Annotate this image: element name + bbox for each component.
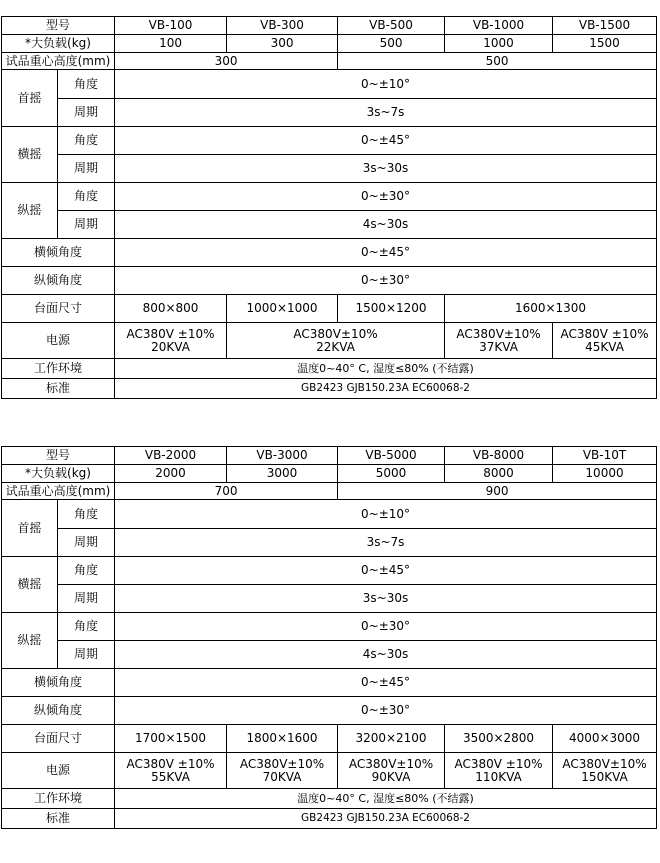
- roll-label: 首摇: [2, 70, 58, 127]
- table-size-cell: 1600×1300: [445, 295, 657, 323]
- power-cell: [338, 753, 445, 789]
- model-header-label: 型号: [2, 447, 115, 465]
- spec-table-2: [1, 446, 657, 829]
- standard-label: 标准: [2, 379, 115, 399]
- model-cell: VB-300: [227, 17, 338, 35]
- max-load-label: *大负载(kg): [2, 35, 115, 53]
- table-size-cell: 3200×2100: [338, 725, 445, 753]
- period-label: 周期: [58, 585, 115, 613]
- power-capacity: 70KVA: [262, 769, 302, 784]
- load-cell: 5000: [338, 465, 445, 483]
- period-label: 周期: [58, 99, 115, 127]
- model-cell: VB-5000: [338, 447, 445, 465]
- power-voltage: AC380V ±10%: [126, 326, 215, 341]
- model-cell: VB-8000: [445, 447, 553, 465]
- environment-label: 工作环境: [2, 789, 115, 809]
- cog-value: 500: [338, 53, 657, 70]
- power-capacity: 45KVA: [585, 339, 624, 354]
- tilt-v-value: 0~±30°: [115, 697, 657, 725]
- power-voltage: AC380V±10%: [348, 756, 434, 771]
- model-cell: VB-500: [338, 17, 445, 35]
- table-size-cell: 1700×1500: [115, 725, 227, 753]
- load-cell: 1500: [553, 35, 657, 53]
- cog-height-label: 试品重心高度(mm): [2, 53, 115, 70]
- pitch-angle-value: 0~±45°: [115, 127, 657, 155]
- power-voltage: AC380V±10%: [562, 756, 647, 771]
- power-capacity: 90KVA: [371, 769, 411, 784]
- yaw-period-value: 4s~30s: [115, 211, 657, 239]
- table-size-cell: 800×800: [115, 295, 227, 323]
- period-label: 周期: [58, 211, 115, 239]
- load-cell: 2000: [115, 465, 227, 483]
- angle-label: 角度: [58, 127, 115, 155]
- load-cell: 500: [338, 35, 445, 53]
- standard-value: GB2423 GJB150.23A EC60068-2: [115, 809, 657, 829]
- table-size-label: 台面尺寸: [2, 725, 115, 753]
- power-label: 电源: [2, 323, 115, 359]
- load-cell: 8000: [445, 465, 553, 483]
- table-size-cell: 1500×1200: [338, 295, 445, 323]
- load-cell: 100: [115, 35, 227, 53]
- pitch-angle-value: 0~±45°: [115, 557, 657, 585]
- load-cell: 10000: [553, 465, 657, 483]
- angle-label: 角度: [58, 183, 115, 211]
- model-cell: VB-2000: [115, 447, 227, 465]
- power-capacity: 20KVA: [151, 339, 190, 354]
- model-cell: VB-1500: [553, 17, 657, 35]
- roll-period-value: 3s~7s: [115, 99, 657, 127]
- tilt-v-value: 0~±30°: [115, 267, 657, 295]
- yaw-period-value: 4s~30s: [115, 641, 657, 669]
- period-label: 周期: [58, 641, 115, 669]
- roll-period-value: 3s~7s: [115, 529, 657, 557]
- power-cell: [445, 323, 553, 359]
- cog-height-label: 试品重心高度(mm): [2, 483, 115, 500]
- power-cell: [445, 753, 553, 789]
- angle-label: 角度: [58, 70, 115, 99]
- power-capacity: 37KVA: [479, 339, 518, 354]
- pitch-period-value: 3s~30s: [115, 585, 657, 613]
- angle-label: 角度: [58, 613, 115, 641]
- tilt-h-value: 0~±45°: [115, 239, 657, 267]
- period-label: 周期: [58, 529, 115, 557]
- load-cell: 3000: [227, 465, 338, 483]
- power-voltage: AC380V±10%: [293, 326, 378, 341]
- yaw-label: 纵摇: [2, 613, 58, 669]
- yaw-angle-value: 0~±30°: [115, 613, 657, 641]
- standard-value: GB2423 GJB150.23A EC60068-2: [115, 379, 657, 399]
- table-size-label: 台面尺寸: [2, 295, 115, 323]
- model-cell: VB-1000: [445, 17, 553, 35]
- power-capacity: 22KVA: [316, 339, 355, 354]
- standard-label: 标准: [2, 809, 115, 829]
- roll-angle-value: 0~±10°: [115, 500, 657, 529]
- power-voltage: AC380V ±10%: [454, 756, 543, 771]
- power-capacity: 55KVA: [151, 769, 190, 784]
- tilt-h-value: 0~±45°: [115, 669, 657, 697]
- environment-value: 温度0~40° C, 湿度≤80% (不结露): [115, 359, 657, 379]
- environment-value: 温度0~40° C, 湿度≤80% (不结露): [115, 789, 657, 809]
- spec-table-1: [1, 16, 657, 399]
- table-size-cell: 1800×1600: [227, 725, 338, 753]
- cog-value: 700: [115, 483, 338, 500]
- table-size-cell: 1000×1000: [227, 295, 338, 323]
- roll-angle-value: 0~±10°: [115, 70, 657, 99]
- load-cell: 300: [227, 35, 338, 53]
- power-voltage: AC380V±10%: [239, 756, 325, 771]
- angle-label: 角度: [58, 557, 115, 585]
- yaw-label: 纵摇: [2, 183, 58, 239]
- environment-label: 工作环境: [2, 359, 115, 379]
- power-cell: [553, 753, 657, 789]
- cog-value: 300: [115, 53, 338, 70]
- model-cell: VB-100: [115, 17, 227, 35]
- power-voltage: AC380V ±10%: [560, 326, 649, 341]
- pitch-label: 横摇: [2, 127, 58, 183]
- period-label: 周期: [58, 155, 115, 183]
- power-voltage: AC380V±10%: [456, 326, 541, 341]
- table-size-cell: 3500×2800: [445, 725, 553, 753]
- model-cell: VB-3000: [227, 447, 338, 465]
- tilt-v-label: 纵倾角度: [2, 697, 115, 725]
- tilt-h-label: 横倾角度: [2, 239, 115, 267]
- power-cell: [227, 323, 445, 359]
- power-label: 电源: [2, 753, 115, 789]
- yaw-angle-value: 0~±30°: [115, 183, 657, 211]
- power-voltage: AC380V ±10%: [126, 756, 215, 771]
- power-cell: [227, 753, 338, 789]
- load-cell: 1000: [445, 35, 553, 53]
- cog-value: 900: [338, 483, 657, 500]
- pitch-period-value: 3s~30s: [115, 155, 657, 183]
- power-capacity: 150KVA: [581, 769, 628, 784]
- roll-label: 首摇: [2, 500, 58, 557]
- max-load-label: *大负载(kg): [2, 465, 115, 483]
- model-cell: VB-10T: [553, 447, 657, 465]
- power-capacity: 110KVA: [475, 769, 522, 784]
- pitch-label: 横摇: [2, 557, 58, 613]
- table-size-cell: 4000×3000: [553, 725, 657, 753]
- tilt-h-label: 横倾角度: [2, 669, 115, 697]
- power-cell: [553, 323, 657, 359]
- model-header-label: 型号: [2, 17, 115, 35]
- power-cell: [115, 753, 227, 789]
- power-cell: [115, 323, 227, 359]
- tilt-v-label: 纵倾角度: [2, 267, 115, 295]
- angle-label: 角度: [58, 500, 115, 529]
